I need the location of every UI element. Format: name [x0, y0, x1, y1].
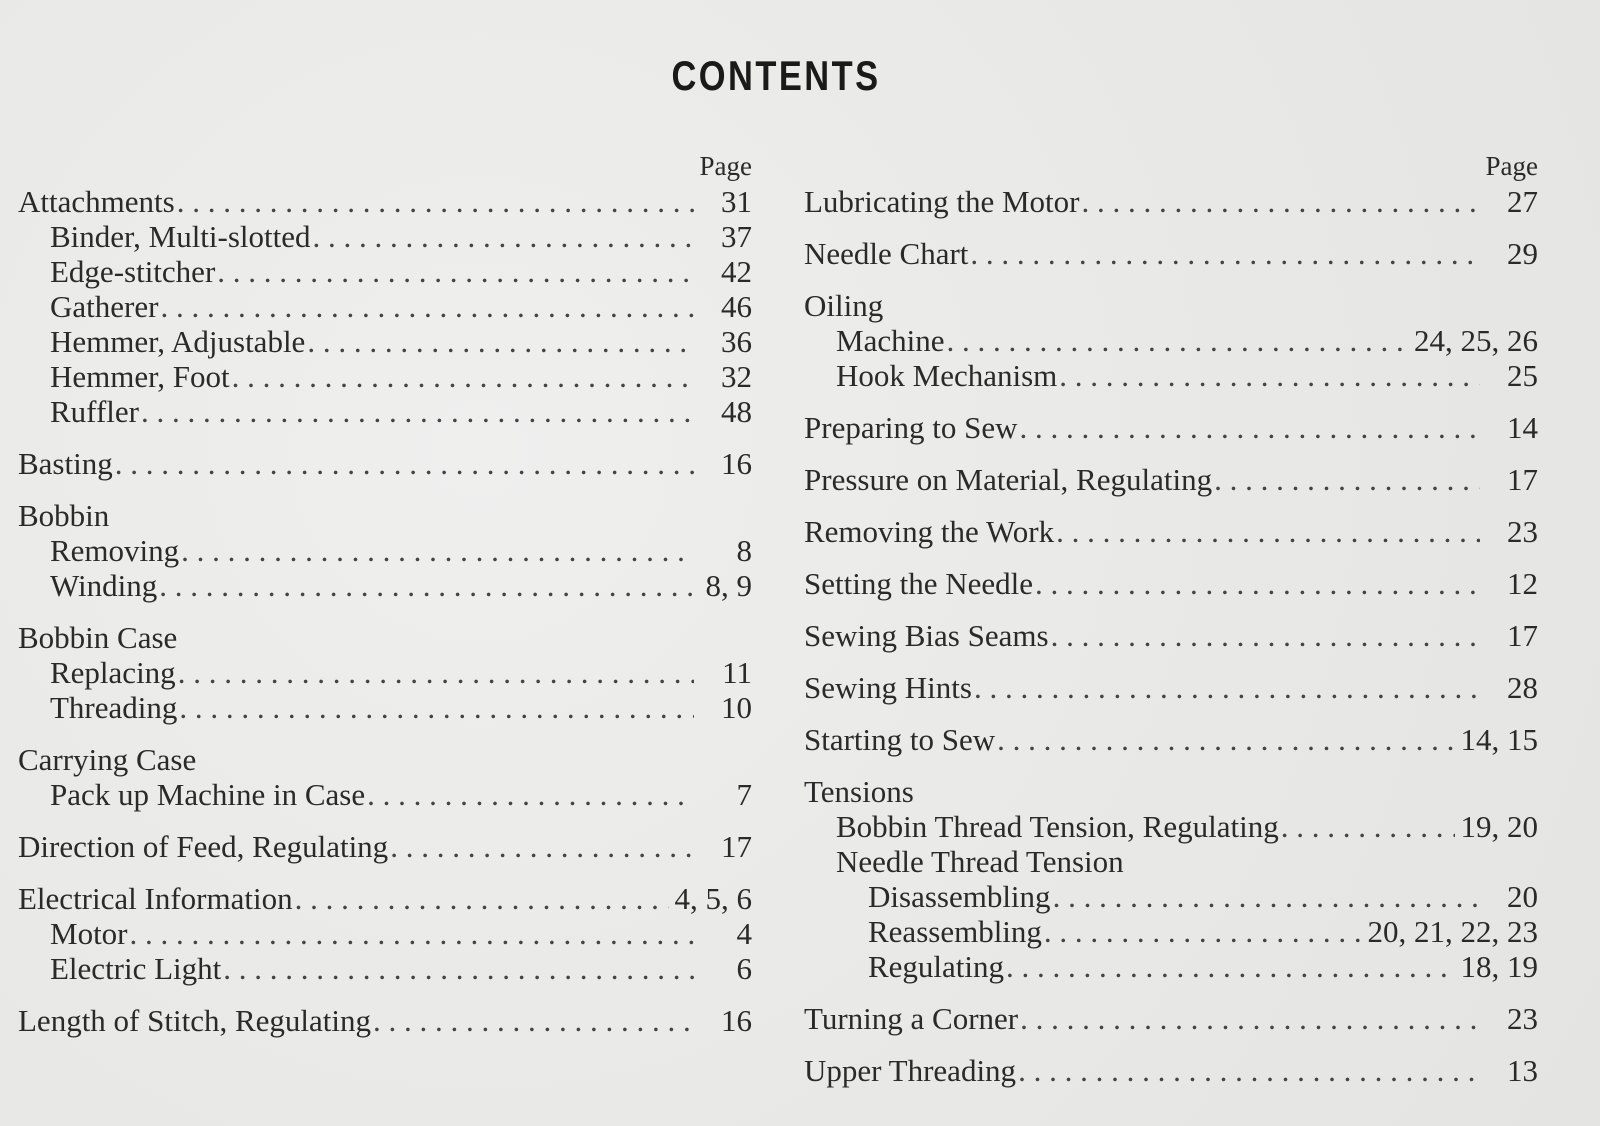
dot-leader — [179, 690, 694, 725]
toc-entry-page: 14, 15 — [1460, 722, 1538, 757]
toc-entry-page: 13 — [1507, 1053, 1538, 1088]
toc-entry — [18, 219, 752, 254]
toc-entry — [804, 949, 1538, 984]
toc-entry-label: Needle Chart — [804, 236, 969, 271]
toc-entry — [18, 446, 752, 481]
toc-entry-label: Removing the Work — [804, 514, 1055, 549]
dot-leader — [997, 722, 1454, 757]
dot-leader — [1044, 914, 1362, 949]
entry-list — [18, 184, 752, 1038]
toc-entry-page: 32 — [721, 359, 752, 394]
toc-entry — [804, 514, 1538, 549]
toc-entry — [804, 879, 1538, 914]
toc-entry-page: 20, 21, 22, 23 — [1367, 914, 1538, 949]
toc-entry-page: 4 — [736, 916, 752, 951]
dot-leader — [141, 394, 694, 429]
toc-entry-label: Basting — [18, 446, 113, 481]
toc-entry-label: Preparing to Sew — [804, 410, 1018, 445]
toc-entry-label: Bobbin Thread Tension, Regulating — [836, 809, 1279, 844]
dot-leader — [177, 184, 694, 219]
toc-entry — [18, 289, 752, 324]
dot-leader — [307, 324, 694, 359]
toc-entry-page: 20 — [1507, 879, 1538, 914]
toc-entry — [804, 410, 1538, 445]
dot-leader — [313, 219, 694, 254]
toc-entry — [18, 1003, 752, 1038]
toc-entry — [804, 236, 1538, 271]
toc-entry-label: Replacing — [50, 655, 176, 690]
toc-section-heading — [804, 288, 1538, 323]
dot-leader — [217, 254, 694, 289]
dot-leader — [1053, 879, 1480, 914]
toc-entry-label: Lubricating the Motor — [804, 184, 1080, 219]
toc-entry-page: 4, 5, 6 — [674, 881, 752, 916]
toc-entry-label: Starting to Sew — [804, 722, 996, 757]
toc-entry — [18, 324, 752, 359]
toc-entry-label: Hemmer, Adjustable — [50, 324, 306, 359]
dot-leader — [1051, 618, 1480, 653]
toc-entry-page: 48 — [721, 394, 752, 429]
toc-entry-page: 8, 9 — [705, 568, 752, 603]
dot-leader — [373, 1003, 694, 1038]
dot-leader — [1018, 1053, 1480, 1088]
toc-entry-label: Disassembling — [868, 879, 1051, 914]
toc-entry-page: 46 — [721, 289, 752, 324]
toc-entry-page: 6 — [736, 951, 752, 986]
toc-entry-page: 16 — [721, 1003, 752, 1038]
toc-entry — [804, 358, 1538, 393]
toc-entry — [18, 568, 752, 603]
toc-entry-label: Bobbin — [18, 498, 110, 533]
toc-entry — [804, 618, 1538, 653]
toc-section-heading — [804, 844, 1538, 879]
toc-entry-page: 23 — [1507, 1001, 1538, 1036]
toc-entry-label: Electric Light — [50, 951, 222, 986]
dot-leader — [1214, 462, 1480, 497]
toc-entry-page: 27 — [1507, 184, 1538, 219]
dot-leader — [367, 777, 694, 812]
dot-leader — [178, 655, 694, 690]
toc-entry-page: 31 — [721, 184, 752, 219]
dot-leader — [946, 323, 1408, 358]
toc-entry-label: Tensions — [804, 774, 914, 809]
toc-entry — [18, 533, 752, 568]
dot-leader — [223, 951, 694, 986]
dot-leader — [1059, 358, 1480, 393]
toc-entry — [804, 670, 1538, 705]
dot-leader — [970, 236, 1480, 271]
toc-entry-label: Ruffler — [50, 394, 139, 429]
toc-entry-label: Reassembling — [868, 914, 1042, 949]
toc-entry — [18, 184, 752, 219]
dot-leader — [160, 289, 694, 324]
toc-entry — [18, 777, 752, 812]
toc-entry-page: 17 — [721, 829, 752, 864]
toc-entry-label: Attachments — [18, 184, 175, 219]
toc-entry-page: 16 — [721, 446, 752, 481]
toc-entry-page: 10 — [721, 690, 752, 725]
toc-entry — [18, 829, 752, 864]
dot-leader — [1006, 949, 1454, 984]
toc-entry-page: 23 — [1507, 514, 1538, 549]
toc-entry — [18, 394, 752, 429]
toc-entry-page: 29 — [1507, 236, 1538, 271]
toc-entry-label: Threading — [50, 690, 178, 725]
toc-entry-page: 11 — [722, 655, 752, 690]
toc-entry-page: 36 — [721, 324, 752, 359]
dot-leader — [115, 446, 694, 481]
toc-entry-label: Hook Mechanism — [836, 358, 1058, 393]
toc-entry-label: Oiling — [804, 288, 884, 323]
toc-entry-label: Setting the Needle — [804, 566, 1033, 601]
dot-leader — [181, 533, 694, 568]
contents-column-left — [18, 148, 752, 1038]
toc-entry-label: Motor — [50, 916, 128, 951]
toc-entry-page: 7 — [736, 777, 752, 812]
toc-entry-page: 24, 25, 26 — [1414, 323, 1538, 358]
toc-entry-label: Machine — [836, 323, 945, 358]
dot-leader — [1020, 410, 1480, 445]
dot-leader — [1020, 1001, 1480, 1036]
toc-entry-label: Needle Thread Tension — [836, 844, 1124, 879]
toc-section-heading — [804, 774, 1538, 809]
toc-entry-page: 37 — [721, 219, 752, 254]
toc-entry-page: 19, 20 — [1460, 809, 1538, 844]
toc-entry-label: Hemmer, Foot — [50, 359, 230, 394]
toc-entry-label: Winding — [50, 568, 158, 603]
toc-entry-page: 17 — [1507, 462, 1538, 497]
toc-entry-label: Turning a Corner — [804, 1001, 1019, 1036]
page-title: CONTENTS — [671, 52, 881, 99]
toc-section-heading — [18, 498, 752, 533]
toc-entry — [18, 881, 752, 916]
toc-entry — [804, 1053, 1538, 1088]
entry-list — [804, 184, 1538, 1088]
toc-section-heading — [18, 620, 752, 655]
toc-entry-label: Removing — [50, 533, 180, 568]
toc-entry-page: 12 — [1507, 566, 1538, 601]
dot-leader — [974, 670, 1480, 705]
dot-leader — [1281, 809, 1455, 844]
toc-entry-page: 8 — [736, 533, 752, 568]
toc-entry-page: 18, 19 — [1460, 949, 1538, 984]
dot-leader — [130, 916, 695, 951]
toc-entry — [18, 690, 752, 725]
toc-entry-label: Pack up Machine in Case — [50, 777, 366, 812]
toc-entry — [804, 1001, 1538, 1036]
toc-entry — [18, 951, 752, 986]
toc-entry — [18, 916, 752, 951]
toc-entry-page: 42 — [721, 254, 752, 289]
dot-leader — [1035, 566, 1480, 601]
toc-entry-page: 28 — [1507, 670, 1538, 705]
page-column-header: Page — [1485, 151, 1538, 181]
page-column-header: Page — [699, 151, 752, 181]
toc-entry-page: 14 — [1507, 410, 1538, 445]
toc-entry-label: Regulating — [868, 949, 1005, 984]
toc-entry — [804, 914, 1538, 949]
toc-entry-label: Sewing Hints — [804, 670, 972, 705]
toc-section-heading — [18, 742, 752, 777]
dot-leader — [1082, 184, 1481, 219]
toc-entry — [804, 184, 1538, 219]
toc-entry — [804, 323, 1538, 358]
toc-entry-label: Carrying Case — [18, 742, 197, 777]
toc-entry-page: 25 — [1507, 358, 1538, 393]
toc-entry-label: Binder, Multi-slotted — [50, 219, 311, 254]
dot-leader — [159, 568, 694, 603]
toc-entry — [18, 359, 752, 394]
toc-entry-page: 17 — [1507, 618, 1538, 653]
toc-entry — [18, 254, 752, 289]
toc-entry-label: Gatherer — [50, 289, 159, 324]
toc-entry — [804, 809, 1538, 844]
toc-entry-label: Edge-stitcher — [50, 254, 216, 289]
toc-entry-label: Electrical Information — [18, 881, 293, 916]
toc-entry — [804, 566, 1538, 601]
toc-entry — [804, 462, 1538, 497]
dot-leader — [390, 829, 694, 864]
toc-entry-label: Pressure on Material, Regulating — [804, 462, 1213, 497]
contents-column-right — [804, 148, 1538, 1088]
dot-leader — [1056, 514, 1480, 549]
toc-entry-label: Direction of Feed, Regulating — [18, 829, 389, 864]
dot-leader — [295, 881, 669, 916]
toc-entry — [18, 655, 752, 690]
toc-entry-label: Sewing Bias Seams — [804, 618, 1049, 653]
toc-entry — [804, 722, 1538, 757]
toc-entry-label: Upper Threading — [804, 1053, 1017, 1088]
toc-entry-label: Bobbin Case — [18, 620, 178, 655]
dot-leader — [232, 359, 694, 394]
toc-entry-label: Length of Stitch, Regulating — [18, 1003, 372, 1038]
